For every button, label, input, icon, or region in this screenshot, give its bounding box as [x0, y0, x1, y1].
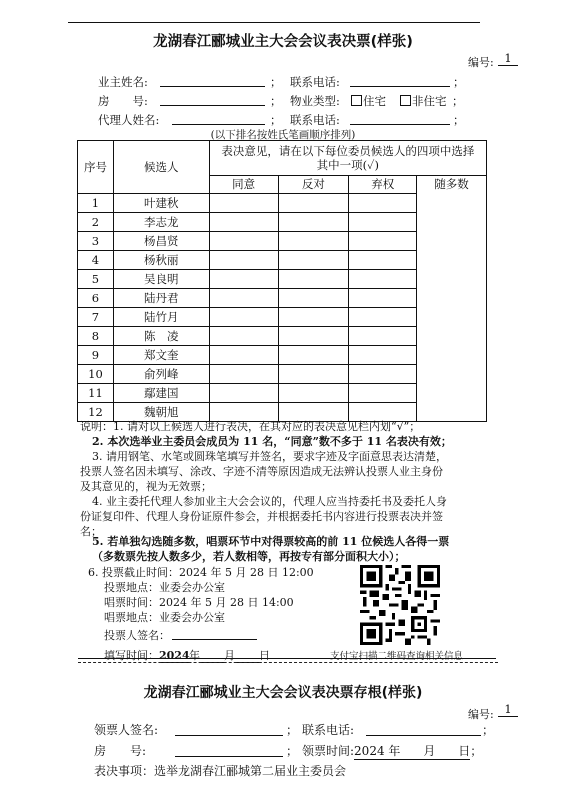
- table-row: 2 李志龙: [78, 213, 487, 232]
- table-row: 10 俞列峰: [78, 365, 487, 384]
- col-header-opinion: 表决意见，请在以下每位委员候选人的四项中选择其中一项(✓): [209, 141, 486, 176]
- property-type-label: 物业类型:: [290, 94, 340, 108]
- count-place: 唱票地点：业委会办公室: [104, 611, 225, 624]
- checkbox-icon: [351, 95, 362, 106]
- vote-cell-agree[interactable]: [209, 213, 278, 232]
- vote-cell-oppose[interactable]: [278, 308, 349, 327]
- stub-receiver-field[interactable]: [175, 735, 283, 736]
- vote-cell-agree[interactable]: [209, 232, 278, 251]
- qr-caption: 支付宝扫描二维码查询相关信息: [330, 651, 464, 662]
- note-2: 2. 本次选举业主委员会成员为 11 名，“同意”数不多于 11 名表决有效；: [92, 435, 452, 448]
- fill-day-field[interactable]: [235, 649, 259, 663]
- vote-cell-agree[interactable]: [209, 251, 278, 270]
- stub-serial-value: 1: [498, 702, 518, 717]
- table-row: 11 鄢建国: [78, 384, 487, 403]
- stub-receive-time: 领票时间:2024 年 月 日；: [302, 744, 483, 758]
- vote-cell-oppose[interactable]: [278, 270, 349, 289]
- col-header-oppose: 反对: [278, 176, 349, 194]
- vote-cell-abstain[interactable]: [349, 270, 417, 289]
- fill-year: 2024: [159, 649, 190, 662]
- vote-cell-abstain[interactable]: [349, 251, 417, 270]
- vote-cell-abstain[interactable]: [349, 289, 417, 308]
- col-header-candidate: 候选人: [113, 141, 209, 194]
- vote-cell-oppose[interactable]: [278, 232, 349, 251]
- property-option-nonresidential[interactable]: 非住宅: [400, 93, 447, 109]
- note-3-line-2: 投票人签名因未填写、涂改、字迹不清等原因造成无法辨认投票人业主身份: [80, 465, 443, 478]
- table-row: 7 陆竹月: [78, 308, 487, 327]
- stub-title: 龙湖春江郦城业主大会会议表决票存根(样张): [143, 685, 423, 701]
- vote-cell-abstain[interactable]: [349, 232, 417, 251]
- contact-field[interactable]: [350, 86, 450, 87]
- vote-cell-abstain[interactable]: [349, 384, 417, 403]
- checkbox-icon: [400, 95, 411, 106]
- agent-contact-field[interactable]: [350, 124, 450, 125]
- stub-room-field[interactable]: [175, 756, 283, 757]
- table-row: 6 陆丹君: [78, 289, 487, 308]
- col-header-abstain: 弃权: [349, 176, 417, 194]
- note-3-line-1: 3. 请用钢笔、水笔或圆珠笔填写并签名，要求字迹及字面意思表达清楚，: [92, 450, 447, 463]
- contact-label: 联系电话:: [290, 75, 340, 89]
- col-header-follow-majority[interactable]: 随多数: [417, 176, 487, 422]
- table-row: 4 杨秋丽: [78, 251, 487, 270]
- table-row: 9 郑文奎: [78, 346, 487, 365]
- ballot-title: 龙湖春江郦城业主大会会议表决票(样张): [153, 34, 413, 50]
- table-row: 12 魏朝旭: [78, 403, 487, 422]
- stub-matter: 表决事项：选举龙湖春江郦城第二届业主委员会: [94, 764, 347, 778]
- table-row: 1 叶建秋: [78, 194, 487, 213]
- vote-cell-agree[interactable]: [209, 194, 278, 213]
- count-time: 唱票时间：2024 年 5 月 28 日 14:00: [104, 596, 294, 609]
- vote-cell-agree[interactable]: [209, 365, 278, 384]
- ballot-bottom-rule: [78, 658, 496, 659]
- deadline: 6. 投票截止时间：2024 年 5 月 28 日 12:00: [88, 566, 314, 579]
- vote-cell-abstain[interactable]: [349, 346, 417, 365]
- vote-cell-abstain[interactable]: [349, 365, 417, 384]
- vote-cell-agree[interactable]: [209, 270, 278, 289]
- vote-cell-oppose[interactable]: [278, 365, 349, 384]
- vote-cell-agree[interactable]: [209, 384, 278, 403]
- signature-label: 投票人签名：: [104, 629, 170, 642]
- vote-cell-oppose[interactable]: [278, 327, 349, 346]
- fill-month-field[interactable]: [200, 649, 224, 663]
- agent-contact-label: 联系电话:: [290, 113, 340, 127]
- qr-code-icon: [360, 565, 440, 645]
- col-header-agree: 同意: [209, 176, 278, 194]
- owner-name-field[interactable]: [160, 86, 265, 87]
- note-4-line-1: 4. 业主委托代理人参加业主大会会议的，代理人应当持委托书及委托人身: [92, 495, 447, 508]
- note-5-line-2: （多数票先按人数多少，若人数相等，再按专有部分面积大小）；: [92, 550, 406, 563]
- table-row: 5 吴良明: [78, 270, 487, 289]
- vote-cell-oppose[interactable]: [278, 251, 349, 270]
- fill-time: 填写时间：2024年 月 日: [104, 649, 270, 662]
- top-rule: [68, 22, 480, 23]
- stub-room-label: 房 号:: [94, 744, 147, 758]
- room-field[interactable]: [160, 105, 265, 106]
- vote-cell-oppose[interactable]: [278, 384, 349, 403]
- vote-cell-oppose[interactable]: [278, 213, 349, 232]
- stub-contact-label: 联系电话:: [302, 723, 355, 737]
- stub-receiver-label: 领票人签名:: [94, 723, 159, 737]
- serial-label: 编号:: [468, 56, 494, 69]
- signature-field[interactable]: [172, 639, 257, 640]
- stub-serial-label: 编号:: [468, 708, 494, 721]
- vote-cell-abstain[interactable]: [349, 213, 417, 232]
- vote-cell-agree[interactable]: [209, 327, 278, 346]
- stub-date-field[interactable]: 2024 年 月 日: [354, 744, 471, 758]
- table-row: 3 杨昌贤: [78, 232, 487, 251]
- col-header-no: 序号: [78, 141, 114, 194]
- vote-cell-agree[interactable]: [209, 289, 278, 308]
- ballot-table: [77, 140, 487, 422]
- room-label: 房 号:: [98, 94, 148, 108]
- order-note: (以下排名按姓氏笔画顺序排列): [210, 129, 356, 141]
- vote-cell-oppose[interactable]: [278, 194, 349, 213]
- note-5-line-1: 5. 若单独勾选随多数，唱票环节中对得票较高的前 11 位候选人各得一票: [92, 535, 450, 548]
- vote-cell-abstain[interactable]: [349, 327, 417, 346]
- vote-place: 投票地点：业委会办公室: [104, 581, 225, 594]
- note-3-line-3: 及其意见的，视为无效票；: [80, 480, 212, 493]
- vote-cell-agree[interactable]: [209, 308, 278, 327]
- vote-cell-abstain[interactable]: [349, 308, 417, 327]
- vote-cell-agree[interactable]: [209, 346, 278, 365]
- owner-name-label: 业主姓名:: [98, 75, 148, 89]
- serial-value: 1: [498, 51, 518, 66]
- cut-line: [78, 662, 498, 663]
- stub-contact-field[interactable]: [366, 735, 481, 736]
- agent-name-label: 代理人姓名:: [98, 113, 160, 127]
- vote-cell-oppose[interactable]: [278, 289, 349, 308]
- vote-cell-oppose[interactable]: [278, 346, 349, 365]
- property-option-residential[interactable]: 住宅: [351, 93, 386, 109]
- note-4-line-2: 份证复印件、代理人身份证原件参会，并根据委托书内容进行投票表决并签: [80, 510, 443, 523]
- note-1: 说明：1. 请对以上候选人进行表决，在其对应的表决意见栏内划“√”；: [80, 420, 421, 433]
- table-row: 8 陈 凌: [78, 327, 487, 346]
- note-4-line-3: 名；: [80, 525, 102, 538]
- agent-name-field[interactable]: [172, 124, 265, 125]
- vote-cell-abstain[interactable]: [349, 194, 417, 213]
